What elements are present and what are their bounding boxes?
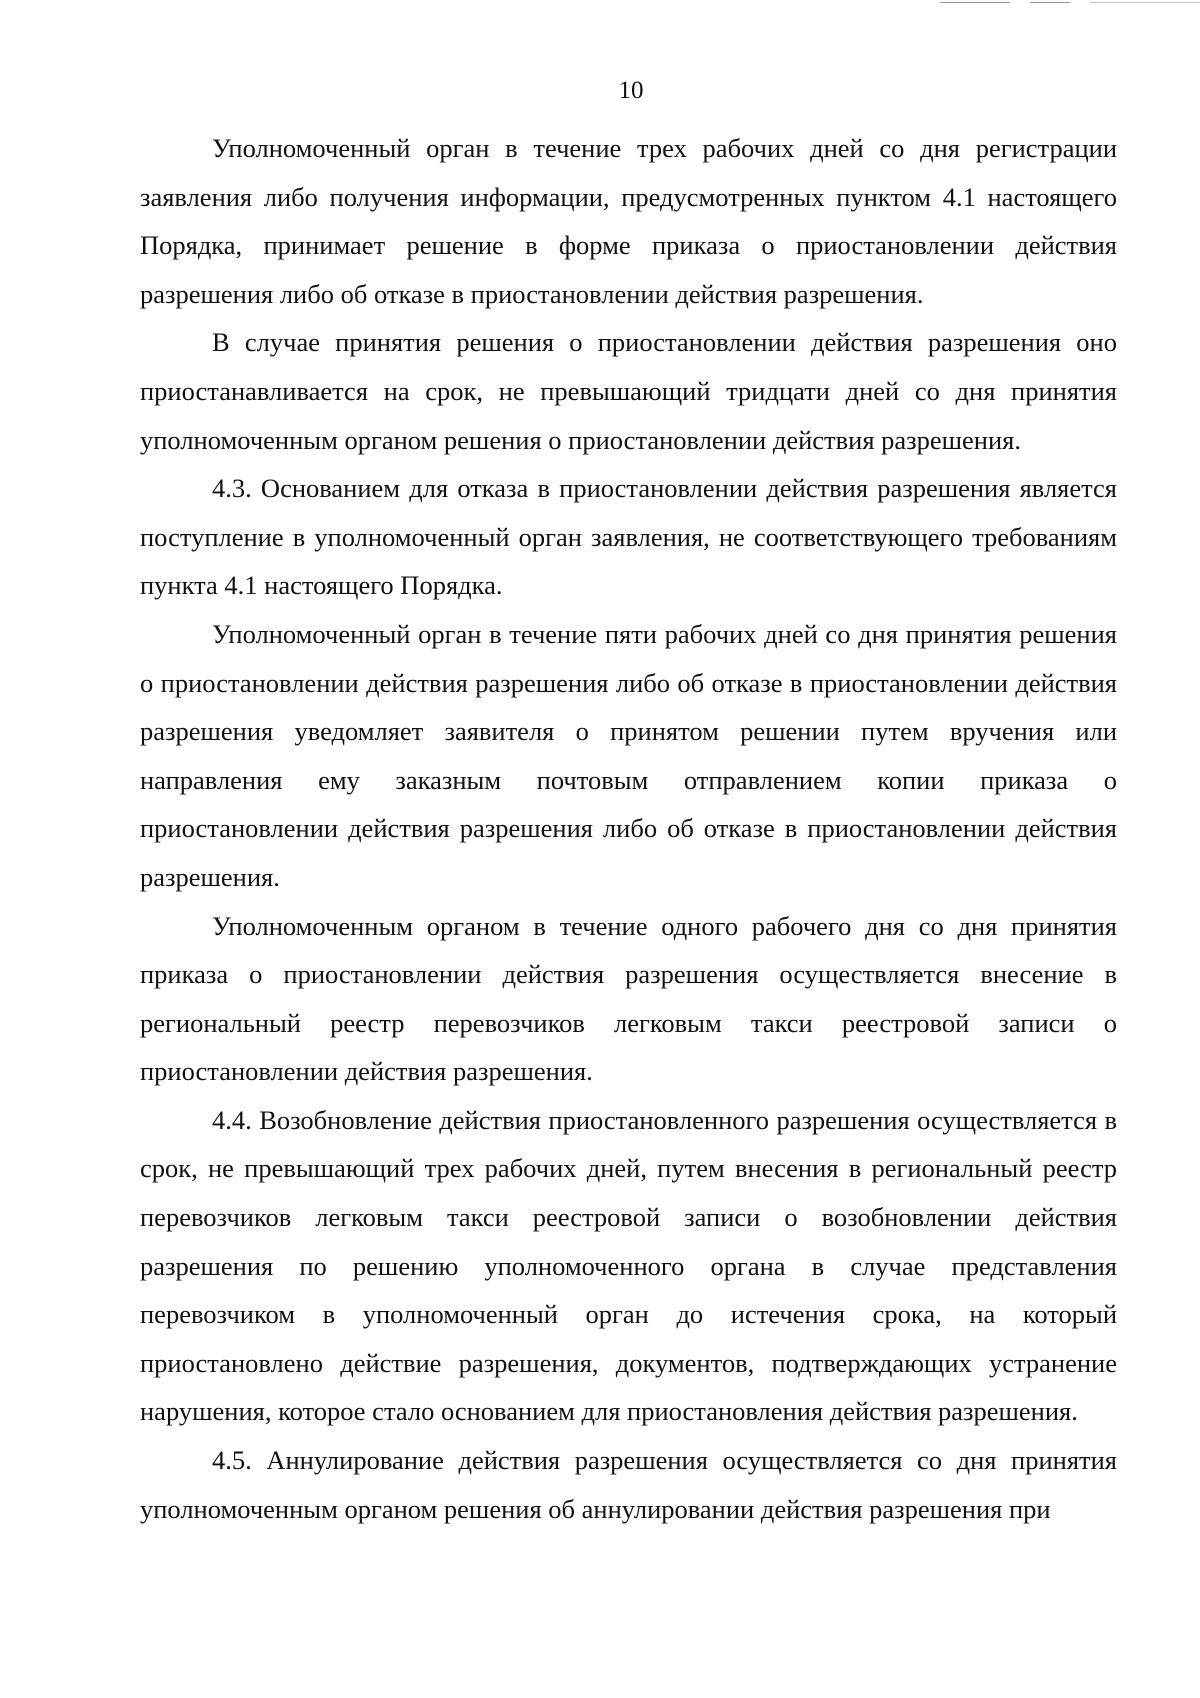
paragraph: В случае принятия решения о приостановлении действия разрешения оно приостанавливается на срок, не превышающий тридцати дней со дня принятия уполномоченным органом решения о приостановлении действия разрешения. <box>140 327 1117 455</box>
scan-edge-marks <box>900 0 1200 8</box>
paragraph: Уполномоченным органом в течение одного рабочего дня со дня принятия приказа о приостановлении действия разрешения осуществляется внесение в региональный реестр перевозчиков легковым такси реестровой записи о приостановлении действия разрешения. <box>140 910 1117 1087</box>
paragraph: Уполномоченный орган в течение трех рабочих дней со дня регистрации заявления либо получения информации, предусмотренных пунктом 4.1 настоящего Порядка, принимает решение в форме приказа о приостановлении действия разрешения либо об отказе в приостановлении действия разрешения. <box>140 133 1117 309</box>
paragraph: Уполномоченный орган в течение пяти рабочих дней со дня принятия решения о приостановлении действия разрешения либо об отказе в приостановлении действия разрешения уведомляет заявителя о принятом решении путем вручения или направления ему заказным почтовым отправлением копии приказа о приостановлении действия разрешения либо об отказе в приостановлении действия разрешения. <box>140 618 1117 892</box>
page-number: 10 <box>618 77 644 104</box>
document-body <box>140 124 1117 1533</box>
paragraph: 4.3. Основанием для отказа в приостановлении действия разрешения является поступление в уполномоченный орган заявления, не соответствующего требованиям пункта 4.1 настоящего Порядка. <box>140 473 1117 601</box>
paragraph: 4.5. Аннулирование действия разрешения осуществляется со дня принятия уполномоченным органом решения об аннулировании действия разрешения при <box>140 1445 1117 1524</box>
paragraph: 4.4. Возобновление действия приостановленного разрешения осуществляется в срок, не превышающий трех рабочих дней, путем внесения в региональный реестр перевозчиков легковым такси реестровой записи о возобновлении действия разрешения по решению уполномоченного органа в случае представления перевозчиком в уполномоченный орган до истечения срока, на который приостановлено действие разрешения, документов, подтверждающих устранение нарушения, которое стало основанием для приостановления действия разрешения. <box>140 1104 1117 1427</box>
